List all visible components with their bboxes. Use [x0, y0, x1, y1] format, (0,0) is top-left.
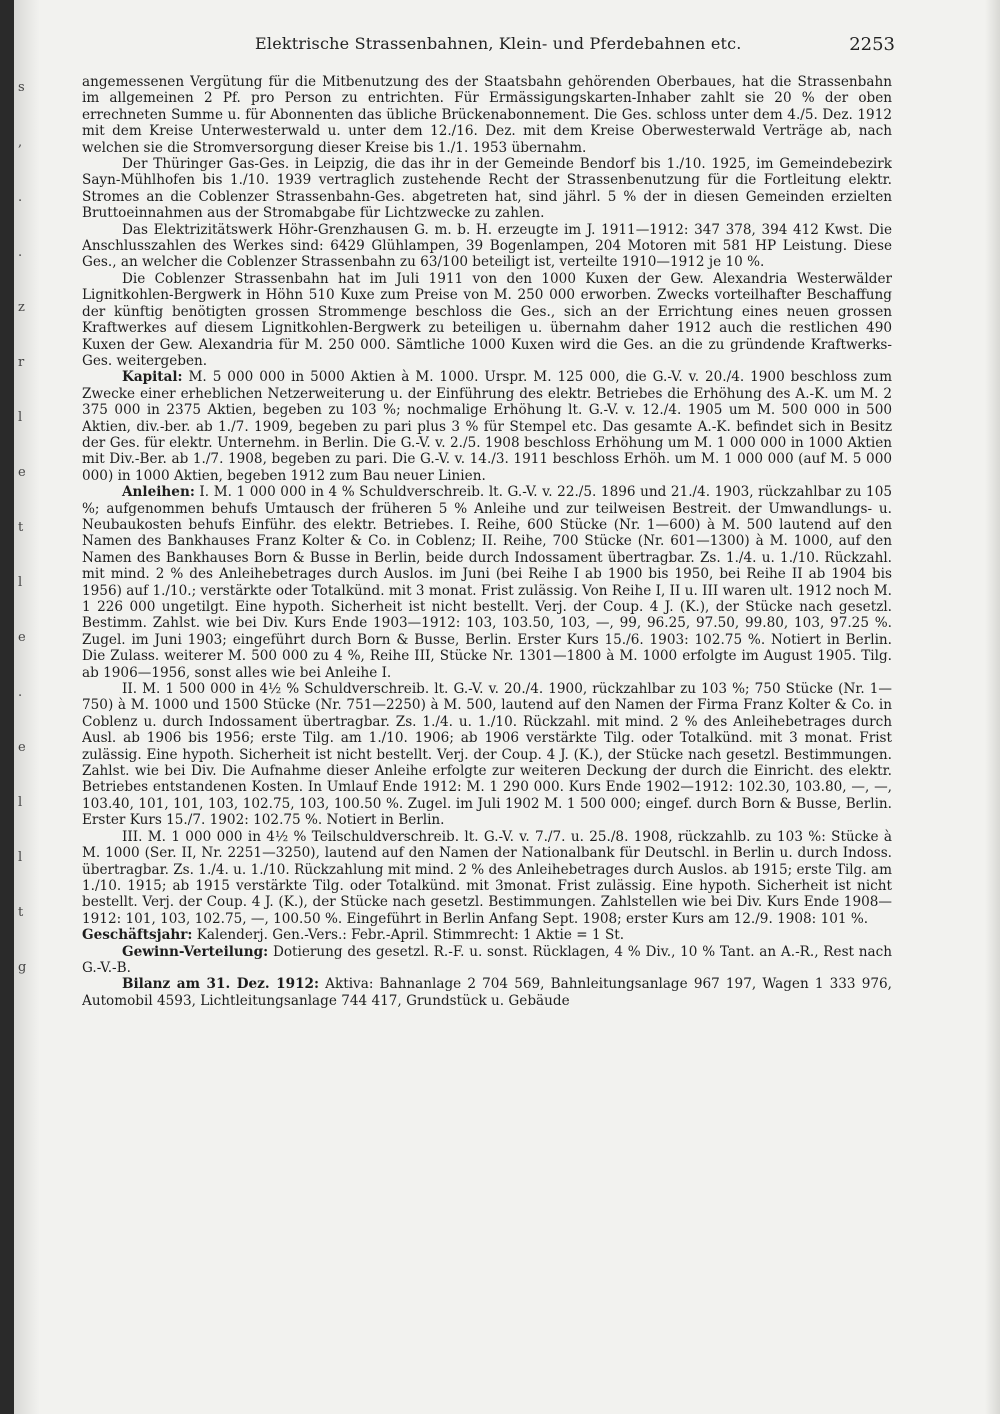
- gutter-mark: l: [18, 850, 23, 865]
- gutter-mark: l: [18, 575, 23, 590]
- paragraph: Der Thüringer Gas-Ges. in Leipzig, die das ihr in der Gemeinde Bendorf bis 1./10. 1925, im Gemeindebezirk Sayn-Mühlhofen bis 1./10. 1939 vertraglich zustehende Recht der Strassenbenutzung für die Fortleitung elektr. Stromes an die Coblenzer Strassenbahn-Ges. abgetreten hat, sind jährl. 5 % der in diesen Gemeinden erzielten Bruttoeinnahmen aus der Stromabgabe für Lichtzwecke zu zahlen.: [82, 156, 892, 222]
- gutter-mark: .: [18, 685, 23, 700]
- gutter-mark: t: [18, 520, 24, 535]
- gutter-mark: s: [18, 80, 25, 95]
- gutter-mark: e: [18, 740, 26, 755]
- paragraph-gewinn: Gewinn-Verteilung: Dotierung des gesetzl. R.-F. u. sonst. Rücklagen, 4 % Div., 10 % Tant. an A.-R., Rest nach G.-V.-B.: [82, 943, 892, 976]
- paragraph: angemessenen Vergütung für die Mitbenutzung des der Staatsbahn gehörenden Oberbaues, hat die Strassenbahn im allgemeinen 2 Pf. pro Person zu entrichten. Für Ermässigungskarten-Inhaber zahlt sie 20 % der oben errechneten Summe u. für Abonnenten das übliche Brückenabonnement. Die Ges. schloss unter dem 4./5. Dez. 1912 mit dem Kreise Unterwesterwald u. unter dem 12./16. Dez. mit dem Kreise Oberwesterwald Verträge ab, nach welchen sie die Stromversorgung dieser Kreise bis 1./1. 1953 übernahm.: [82, 74, 892, 156]
- paragraph: II. M. 1 500 000 in 4½ % Schuldverschreib. lt. G.-V. v. 20./4. 1900, rückzahlbar zu 103 %; 750 Stücke (Nr. 1—750) à M. 1000 und 1500 Stücke (Nr. 751—2250) à M. 500, lautend auf den Namen der Firma Franz Kolter & Co. in Coblenz u. durch Indossament übertragbar. Zs. 1./4. u. 1./10. Rückzahl. mit mind. 2 % des Anleihebetrages durch Ausl. ab 1906 bis 1956; erste Tilg. am 1./10. 1906; ab 1906 verstärkte Tilg. oder Totalkünd. mit 3 monat. Frist zulässig. Eine hypoth. Sicherheit ist nicht bestellt. Verj. der Coup. 4 J. (K.), der Stücke nach gesetzl. Bestimmungen. Zahlst. wie bei Div. Die Aufnahme dieser Anleihe erfolgte zur weiteren Deckung der durch die Einricht. des elektr. Betriebes entstandenen Kosten. In Umlauf Ende 1912: M. 1 290 000. Kurs Ende 1902—1912: 102.30, 103.80, —, —, 103.40, 101, 101, 103, 102.75, 103, 100.50 %. Zugel. im Juli 1902 M. 1 500 000; eingef. durch Born & Busse, Berlin. Erster Kurs 15./7. 1902: 102.75 %. Notiert in Berlin.: [82, 681, 892, 829]
- document-body: [82, 74, 892, 1394]
- paragraph-bilanz: Bilanz am 31. Dez. 1912: Aktiva: Bahnanlage 2 704 569, Bahnleitungsanlage 967 197, Wagen 1 333 976, Automobil 4593, Lichtleitungsanlage 744 417, Grundstück u. Gebäude: [82, 976, 892, 1009]
- section-heading: Anleihen:: [122, 484, 195, 501]
- gutter-mark: e: [18, 630, 26, 645]
- paragraph: III. M. 1 000 000 in 4½ % Teilschuldverschreib. lt. G.-V. v. 7./7. u. 25./8. 1908, rückzahlb. zu 103 %: Stücke à M. 1000 (Ser. II, Nr. 2251—3250), lautend auf den Namen der Nationalbank für Deutschl. in Berlin u. durch Indoss. übertragbar. Zs. 1./4. u. 1./10. Rückzahlung mit mind. 2 % des Anleihebetrages durch Auslos. ab 1915; erste Tilg. am 1./10. 1915; ab 1915 verstärkte Tilg. oder Totalkünd. mit 3monat. Frist zulässig. Eine hypoth. Sicherheit ist nicht bestellt. Verj. der Coup. 4 J. (K.), der Stücke nach gesetzl. Bestimmungen. Zahlstellen wie bei Div. Kurs Ende 1908—1912: 101, 103, 102.75, —, 100.50 %. Eingeführt in Berlin Anfang Sept. 1908; erster Kurs am 12./9. 1908: 101 %.: [82, 828, 892, 927]
- paragraph: Die Coblenzer Strassenbahn hat im Juli 1911 von den 1000 Kuxen der Gew. Alexandria Westerwälder Lignitkohlen-Bergwerk in Höhn 510 Kuxe zum Preise von M. 250 000 erworben. Zwecks vorteilhafter Beschaffung der künftig benötigten grossen Strommenge beschloss die Ges., sich an der Errichtung eines neuen grossen Kraftwerkes auf diesem Lignitkohlen-Bergwerk zu beteiligen u. übernahm daher 1912 auch die restlichen 490 Kuxen der Gew. Alexandria für M. 250 000. Sämtliche 1000 Kuxen wird die Ges. an die zu gründende Kraftwerks-Ges. weitergeben.: [82, 270, 892, 369]
- section-heading: Geschäftsjahr:: [82, 927, 193, 944]
- paragraph-kapital: Kapital: M. 5 000 000 in 5000 Aktien à M. 1000. Urspr. M. 125 000, die G.-V. v. 20./4. 1900 beschloss zum Zwecke einer erheblichen Netzerweiterung u. der Einführung des elektr. Betriebes die Erhöhung des A.-K. um M. 2 375 000 in 2375 Aktien, begeben zu 103 %; nochmalige Erhöhung lt. G.-V. v. 12./4. 1905 um M. 500 000 in 500 Aktien, div.-ber. ab 1./7. 1909, begeben zu pari plus 3 % für Stempel etc. Das gesamte A.-K. befindet sich in Besitz der Ges. für elektr. Unternehm. in Berlin. Die G.-V. v. 2./5. 1908 beschloss Erhöhung um M. 1 000 000 in 1000 Aktien mit Div.-Ber. ab 1./7. 1908, begeben zu pari. Die G.-V. v. 14./3. 1911 beschloss Erhöh. um M. 1 000 000 (auf M. 5 000 000) in 1000 Aktien, begeben 1912 zum Bau neuer Linien.: [82, 369, 892, 484]
- paragraph: Das Elektrizitätswerk Höhr-Grenzhausen G. m. b. H. erzeugte im J. 1911—1912: 347 378, 394 412 Kwst. Die Anschlusszahlen des Werkes sind: 6429 Glühlampen, 39 Bogenlampen, 204 Motoren mit 581 HP Leistung. Diese Ges., an welcher die Coblenzer Strassenbahn zu 63/100 beteiligt ist, verteilte 1910—1912 je 10 %.: [82, 221, 892, 271]
- page-number: 2253: [849, 34, 895, 55]
- gutter-mark: z: [18, 300, 25, 315]
- gutter-mark: .: [18, 190, 23, 205]
- running-title: Elektrische Strassenbahnen, Klein- und Pferdebahnen etc.: [255, 34, 742, 53]
- gutter-mark: e: [18, 465, 26, 480]
- gutter-mark: .: [18, 245, 23, 260]
- paragraph-anleihen: Anleihen: I. M. 1 000 000 in 4 % Schuldverschreib. lt. G.-V. v. 22./5. 1896 und 21./4. 1903, rückzahlbar zu 105 %; aufgenommen behufs Umtausch der früheren 5 % Anleihe und zur teilweisen Bestreit. der Umwandlungs- u. Neubaukosten behufs Einführ. des elektr. Betriebes. I. Reihe, 600 Stücke (Nr. 1—600) à M. 500 lautend auf den Namen des Bankhauses Franz Kolter & Co. in Coblenz; II. Reihe, 700 Stücke (Nr. 601—1300) à M. 1000, auf den Namen des Bankhauses Born & Busse in Berlin, beide durch Indossament übertragbar. Zs. 1./4. u. 1./10. Rückzahl. mit mind. 2 % des Anleihebetrages durch Auslos. im Juni (bei Reihe I ab 1900 bis 1950, bei Reihe II ab 1904 bis 1956) auf 1./10.; verstärkte oder Totalkünd. mit 3 monat. Frist zulässig. Von Reihe I, II u. III waren ult. 1912 noch M. 1 226 000 ungetilgt. Eine hypoth. Sicherheit ist nicht bestellt. Verj. der Coup. 4 J. (K.), der Stücke nach gesetzl. Bestimm. Zahlst. wie bei Div. Kurs Ende 1903—1912: 103, 103.50, 103, —, 99, 96.25, 97.50, 99.80, 103, 97.25 %. Zugel. im Juni 1903; eingeführt durch Born & Busse, Berlin. Erster Kurs 15./6. 1903: 102.75 %. Notiert in Berlin. Die Zulass. weiterer M. 500 000 zu 4 %, Reihe III, Stücke Nr. 1301—1800 à M. 1000 erfolgte im August 1905. Tilg. ab 1906—1956, sonst alles wie bei Anleihe I.: [82, 484, 892, 681]
- section-heading: Gewinn-Verteilung:: [122, 943, 269, 960]
- page-header: [85, 34, 895, 58]
- gutter-mark: g: [18, 960, 27, 975]
- paragraph-geschaeftsjahr: Geschäftsjahr: Kalenderj. Gen.-Vers.: Febr.-April. Stimmrecht: 1 Aktie = 1 St.: [82, 927, 625, 944]
- gutter-mark: ,: [18, 135, 23, 150]
- section-heading: Bilanz am 31. Dez. 1912:: [122, 976, 320, 993]
- gutter-mark: l: [18, 795, 23, 810]
- gutter-mark: t: [18, 905, 24, 920]
- left-gutter-marks: [18, 60, 40, 1380]
- gutter-mark: r: [18, 355, 25, 370]
- gutter-mark: l: [18, 410, 23, 425]
- section-heading: Kapital:: [122, 369, 183, 386]
